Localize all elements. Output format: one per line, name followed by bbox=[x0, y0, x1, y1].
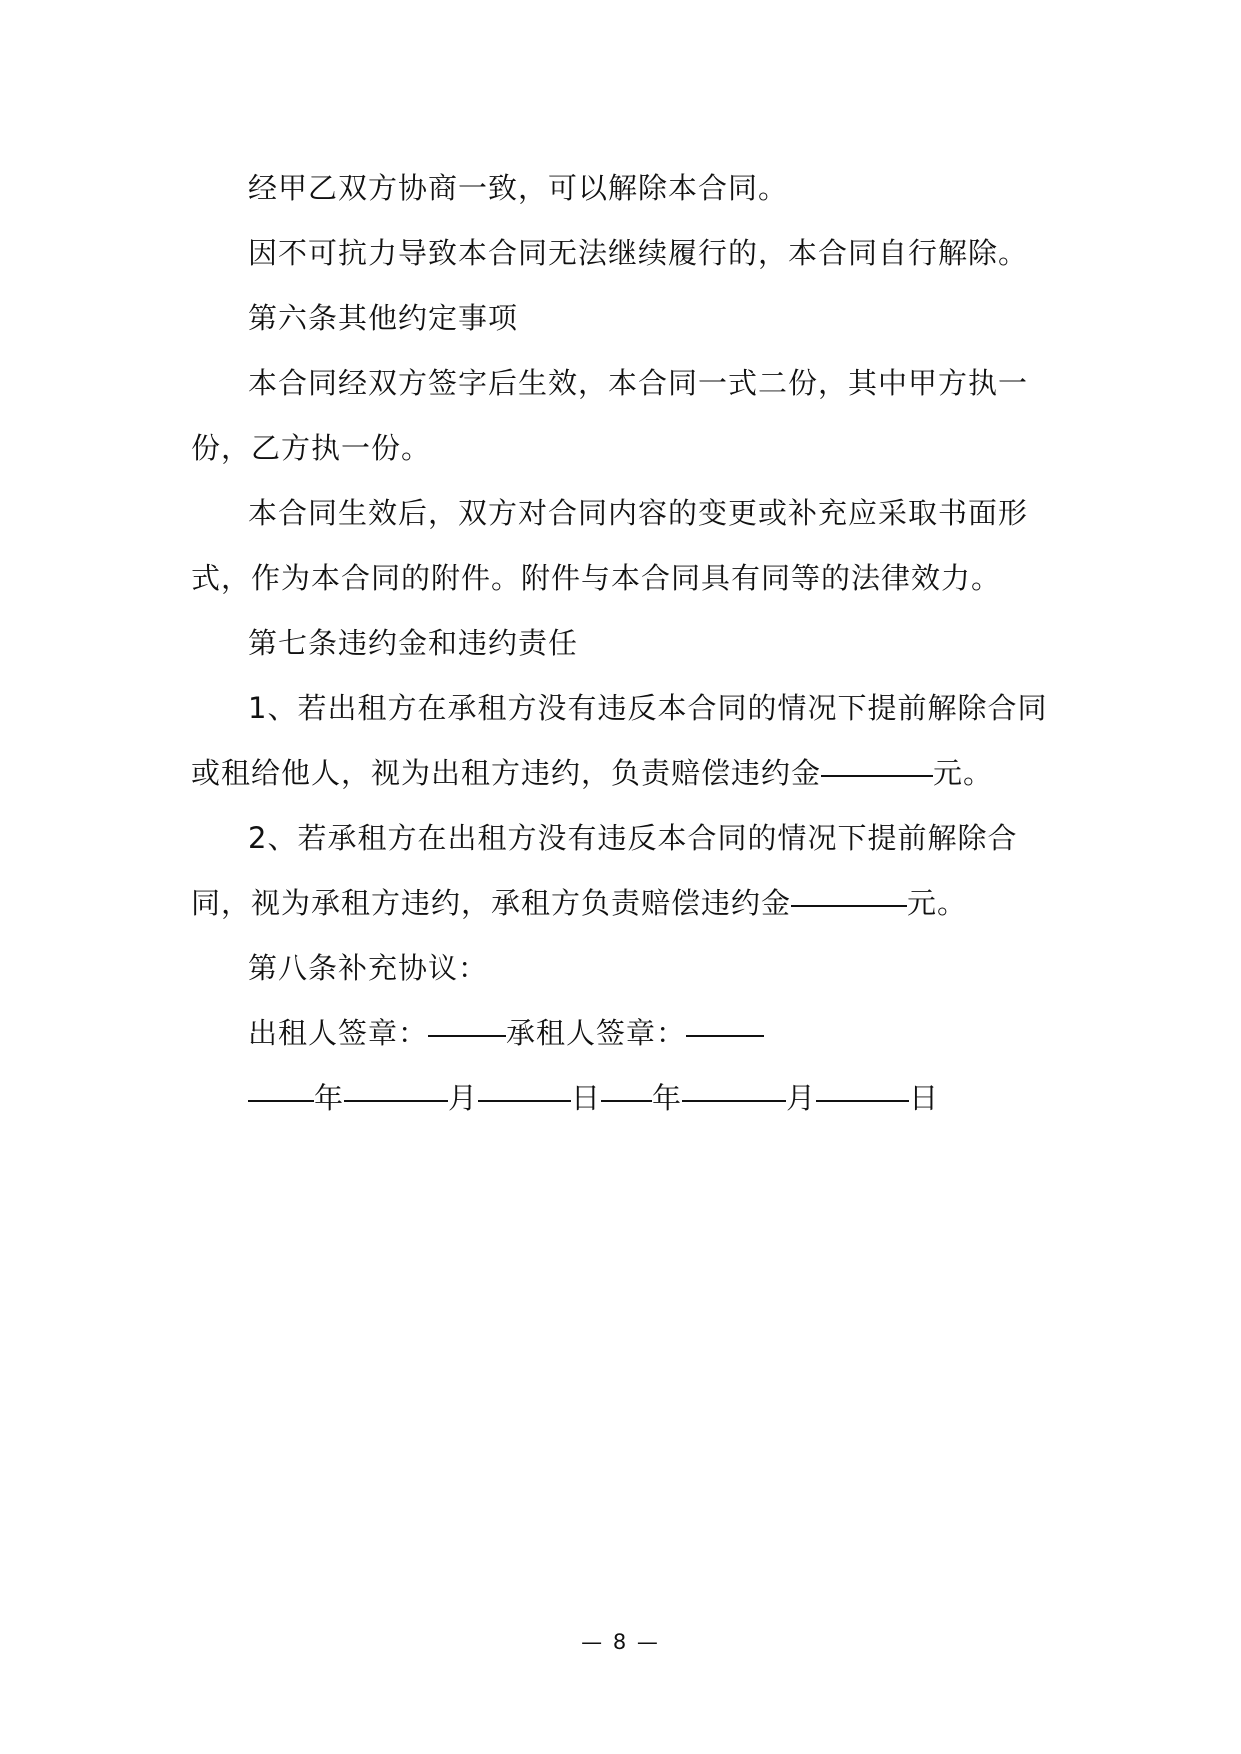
lessor-year-label: 年 bbox=[314, 1081, 345, 1115]
paragraph-amendments: 本合同生效后，双方对合同内容的变更或补充应采取书面形式，作为本合同的附件。附件与本合同具有同等的法律效力。 bbox=[191, 496, 1029, 595]
signature-line bbox=[191, 1001, 1051, 1066]
heading-article-6: 第六条其他约定事项 bbox=[248, 301, 519, 335]
date-line bbox=[191, 1066, 1051, 1131]
lessee-day-label: 日 bbox=[909, 1081, 940, 1115]
lessee-day-blank[interactable] bbox=[816, 1066, 909, 1102]
penalty-unit-1: 元。 bbox=[933, 756, 994, 790]
lessor-signature-label: 出租人签章： bbox=[248, 1016, 429, 1050]
paragraph-termination-agreement: 经甲乙双方协商一致，可以解除本合同。 bbox=[248, 171, 789, 205]
lessor-signature-blank[interactable] bbox=[428, 1001, 506, 1037]
paragraph-effectiveness: 本合同经双方签字后生效，本合同一式二份，其中甲方执一份，乙方执一份。 bbox=[191, 366, 1029, 465]
lessee-signature-label: 承租人签章： bbox=[506, 1016, 687, 1050]
clause-lessor-breach-text: 1、若出租方在承租方没有违反本合同的情况下提前解除合同或租给他人，视为出租方违约，负责赔偿违约金 bbox=[191, 691, 1048, 790]
lessor-month-label: 月 bbox=[448, 1081, 479, 1115]
penalty-amount-blank-2[interactable] bbox=[791, 871, 907, 907]
lessor-day-blank[interactable] bbox=[478, 1066, 571, 1102]
penalty-unit-2: 元。 bbox=[907, 886, 968, 920]
lessor-year-blank[interactable] bbox=[248, 1066, 314, 1102]
contract-body bbox=[191, 156, 1051, 1131]
lessee-month-label: 月 bbox=[786, 1081, 817, 1115]
lessee-year-blank[interactable] bbox=[601, 1066, 652, 1102]
clause-lessee-breach bbox=[191, 806, 1051, 936]
paragraph-force-majeure: 因不可抗力导致本合同无法继续履行的，本合同自行解除。 bbox=[248, 236, 1029, 270]
clause-lessee-breach-text: 2、若承租方在出租方没有违反本合同的情况下提前解除合同，视为承租方违约，承租方负责赔偿违约金 bbox=[191, 821, 1018, 920]
lessee-year-label: 年 bbox=[652, 1081, 683, 1115]
lessor-month-blank[interactable] bbox=[344, 1066, 448, 1102]
clause-lessor-breach bbox=[191, 676, 1051, 806]
lessee-signature-blank[interactable] bbox=[686, 1001, 764, 1037]
heading-article-7: 第七条违约金和违约责任 bbox=[248, 626, 579, 660]
lessee-month-blank[interactable] bbox=[682, 1066, 786, 1102]
page-number: — 8 — bbox=[581, 1630, 660, 1654]
penalty-amount-blank-1[interactable] bbox=[821, 741, 933, 777]
heading-article-8: 第八条补充协议： bbox=[248, 951, 489, 985]
lessor-day-label: 日 bbox=[571, 1081, 602, 1115]
